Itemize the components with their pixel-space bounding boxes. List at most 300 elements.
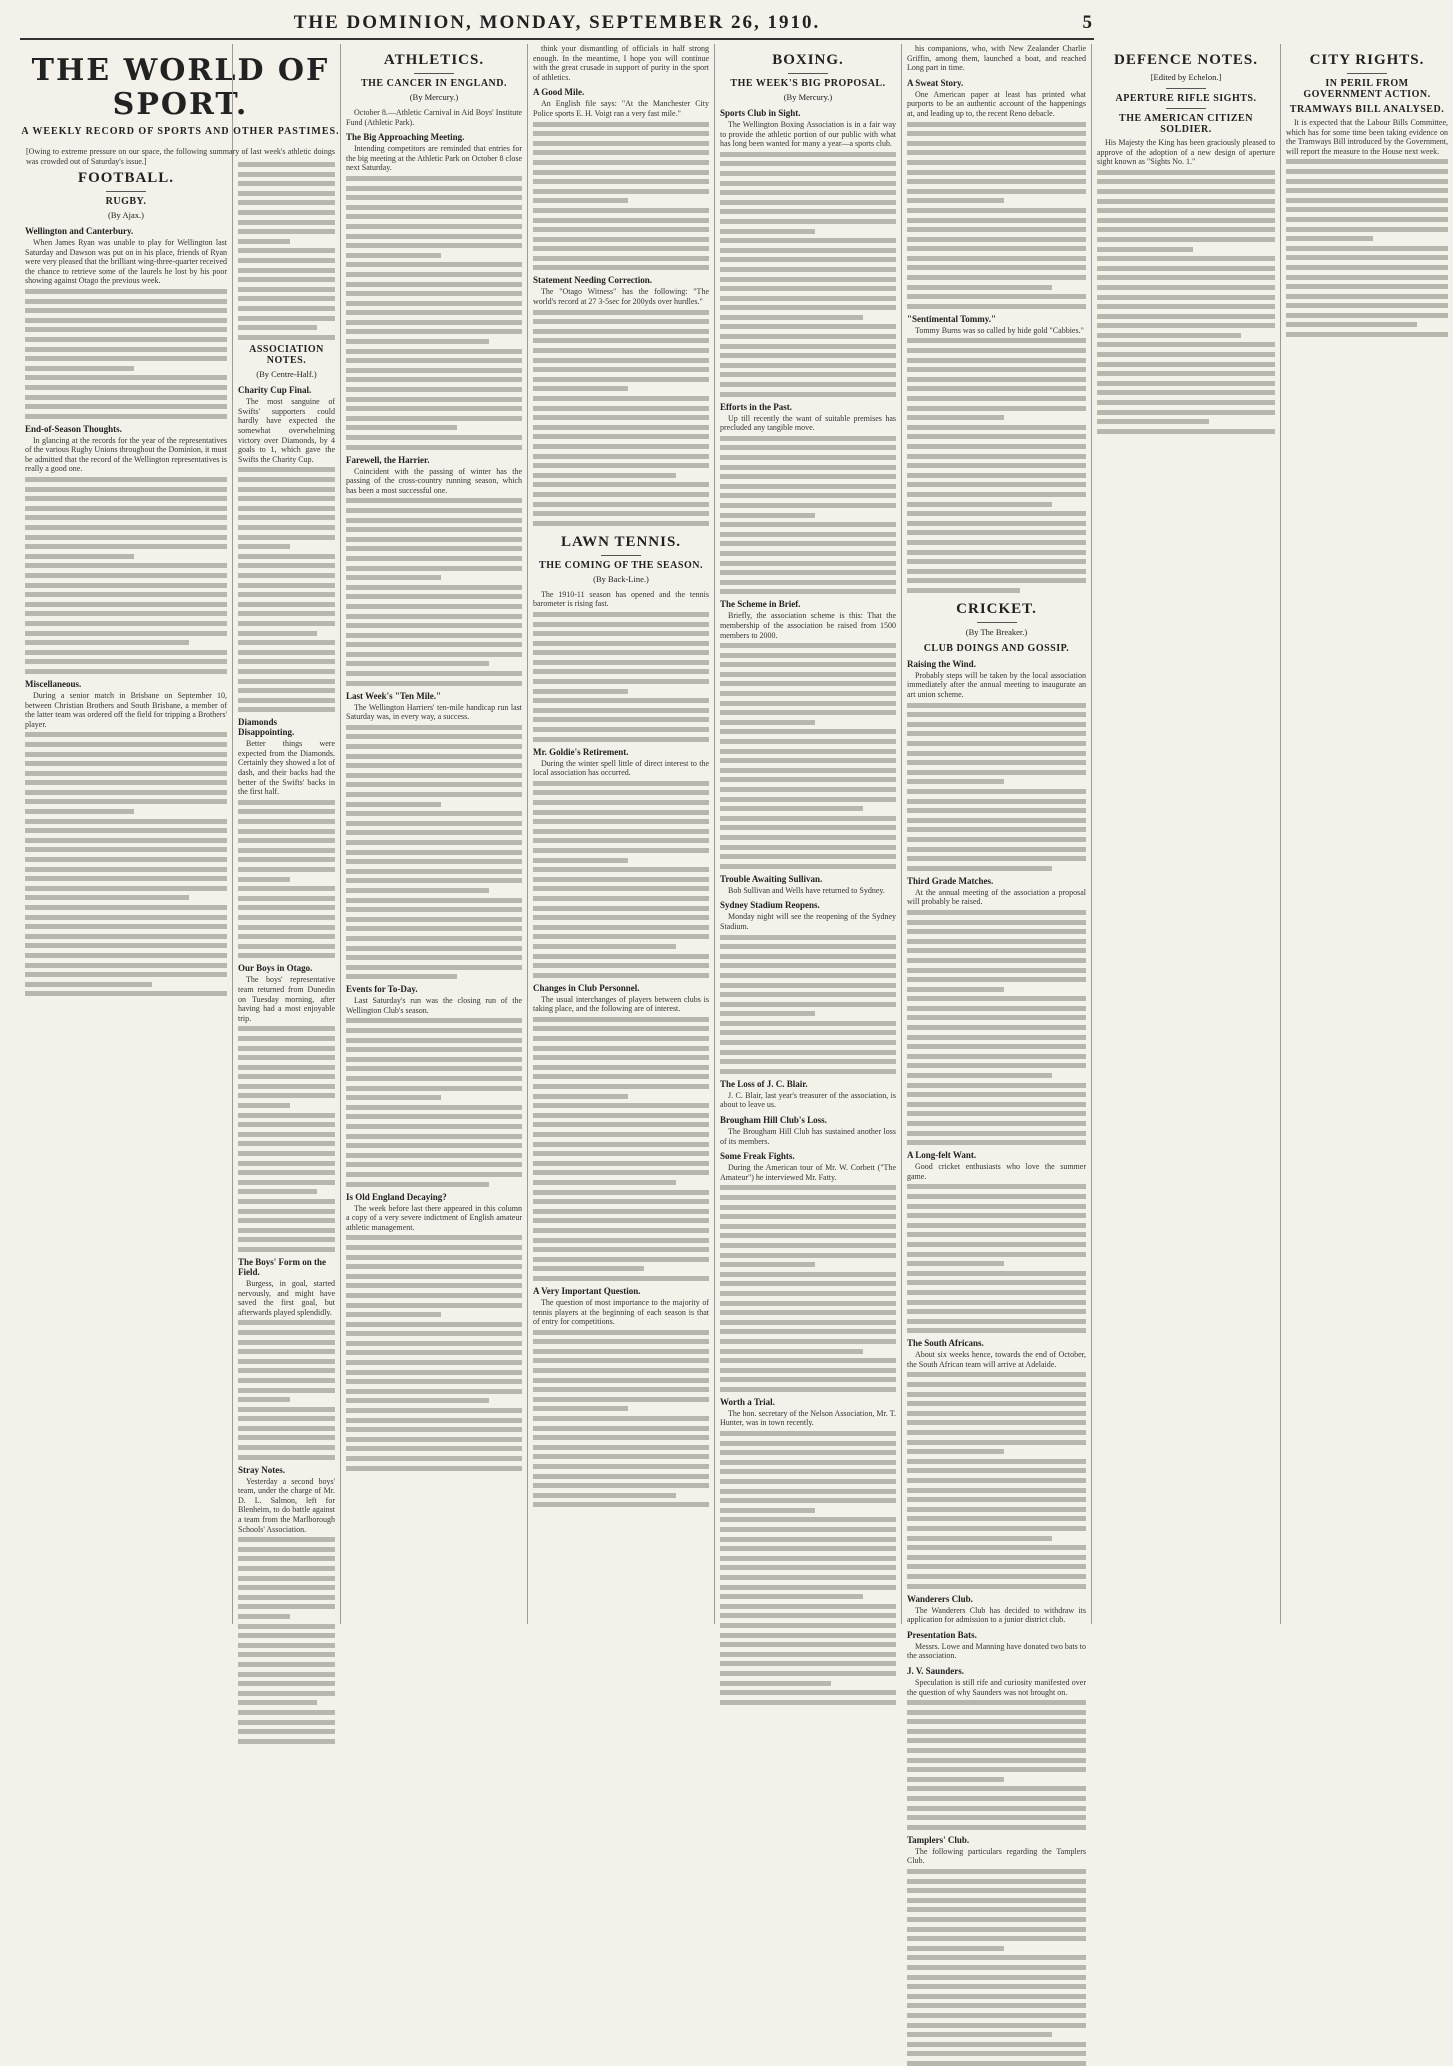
text-line xyxy=(1286,255,1448,260)
lawn-tennis-intro: The 1910-11 season has opened and the tennis barometer is rising fast. xyxy=(533,589,709,609)
text-line xyxy=(238,621,335,626)
text-line xyxy=(238,800,335,805)
section-text: Good cricket enthusiasts who love the summer game. xyxy=(907,1162,1086,1181)
text-line xyxy=(346,387,522,392)
section-head: The Boys' Form on the Field. xyxy=(238,1256,327,1277)
section-text: An English file says: "At the Manchester City Police sports E. H. Voigt ran a very fast mile." xyxy=(533,99,709,118)
text-line xyxy=(25,799,227,804)
text-line xyxy=(346,435,522,440)
text-line xyxy=(907,1536,1052,1541)
text-line xyxy=(720,1527,896,1532)
text-line xyxy=(533,1358,709,1363)
text-line xyxy=(238,1662,335,1667)
text-line xyxy=(720,729,896,734)
section-head: The South Africans. xyxy=(907,1338,984,1349)
boxing-byline: (By Mercury.) xyxy=(783,92,833,102)
text-line xyxy=(238,1065,335,1070)
text-line xyxy=(907,1888,1086,1893)
text-line xyxy=(1097,275,1275,280)
text-line xyxy=(533,915,709,920)
text-line xyxy=(533,641,709,646)
text-line xyxy=(533,1266,644,1271)
section-head: "Sentimental Tommy." xyxy=(907,313,997,324)
text-line xyxy=(346,406,522,411)
text-line xyxy=(238,1180,335,1185)
text-line xyxy=(533,1132,709,1137)
text-line xyxy=(720,1431,896,1436)
text-line xyxy=(720,161,896,166)
filler-text xyxy=(720,436,896,595)
text-line xyxy=(720,1565,896,1570)
text-line xyxy=(238,477,335,482)
filler-text xyxy=(720,643,896,869)
text-line xyxy=(238,1710,335,1715)
text-line xyxy=(1097,400,1275,405)
text-line xyxy=(720,1195,896,1200)
text-line xyxy=(907,2032,1052,2037)
text-line xyxy=(1097,314,1275,319)
text-line xyxy=(533,612,709,617)
text-line xyxy=(238,896,335,901)
text-line xyxy=(720,1030,896,1035)
text-line xyxy=(907,1411,1086,1416)
text-line xyxy=(238,1595,335,1600)
text-line xyxy=(533,511,709,516)
text-line xyxy=(346,498,522,503)
text-line xyxy=(720,672,896,677)
text-line xyxy=(533,1084,709,1089)
text-line xyxy=(907,1965,1086,1970)
text-line xyxy=(238,1700,317,1705)
section-head: Diamonds Disappointing. xyxy=(238,717,295,738)
text-line xyxy=(346,888,489,893)
text-line xyxy=(907,2061,1086,2066)
text-line xyxy=(25,602,227,607)
section-head: Tamplers' Club. xyxy=(907,1834,970,1845)
text-line xyxy=(346,955,522,960)
section-head: Sydney Stadium Reopens. xyxy=(720,900,820,911)
filler-text xyxy=(720,935,896,1074)
text-line xyxy=(346,1398,489,1403)
text-line xyxy=(533,1349,709,1354)
text-line xyxy=(533,1339,709,1344)
text-line xyxy=(346,1095,441,1100)
text-line xyxy=(907,1035,1086,1040)
text-line xyxy=(720,1700,896,1705)
filler-text xyxy=(907,122,1086,309)
filler-text xyxy=(533,122,709,271)
text-line xyxy=(720,1224,896,1229)
text-line xyxy=(1286,217,1448,222)
text-line xyxy=(25,915,227,920)
text-line xyxy=(907,1194,1086,1199)
text-line xyxy=(720,324,896,329)
text-line xyxy=(533,150,709,155)
text-line xyxy=(238,1228,335,1233)
text-line xyxy=(238,316,335,321)
text-line xyxy=(346,1283,522,1288)
text-line xyxy=(533,1209,709,1214)
text-line xyxy=(238,640,335,645)
text-line xyxy=(238,239,290,244)
text-line xyxy=(533,727,709,732)
text-line xyxy=(346,623,522,628)
text-line xyxy=(720,382,896,387)
filler-text xyxy=(25,732,227,996)
text-line xyxy=(238,325,317,330)
text-line xyxy=(907,910,1086,915)
text-line xyxy=(907,1927,1086,1932)
text-line xyxy=(720,200,896,205)
text-line xyxy=(25,375,227,380)
text-line xyxy=(1097,218,1275,223)
text-line xyxy=(907,1806,1086,1811)
text-line xyxy=(346,821,522,826)
section-head: Trouble Awaiting Sullivan. xyxy=(720,873,823,884)
text-line xyxy=(533,925,709,930)
text-line xyxy=(907,1309,1086,1314)
text-line xyxy=(907,1936,1086,1941)
text-line xyxy=(533,1238,709,1243)
filler-text xyxy=(907,1184,1086,1333)
text-line xyxy=(25,573,227,578)
text-line xyxy=(346,811,522,816)
filler-text xyxy=(346,725,522,979)
section-text: Burgess, in goal, started nervously, and might have saved the first goal, but afterwards played splendidly. xyxy=(238,1278,335,1317)
text-line xyxy=(346,946,522,951)
text-line xyxy=(346,1086,522,1091)
text-line xyxy=(238,1084,335,1089)
text-line xyxy=(720,1358,896,1363)
text-line xyxy=(346,1076,522,1081)
section-text: The most sanguine of Swifts' supporters could hardly have expected the somewhat overwhelming victory over Diamonds, by 4 goals to 1, which gave the Swifts the Charity Cup. xyxy=(238,397,335,464)
text-line xyxy=(533,848,709,853)
text-line xyxy=(346,671,522,676)
text-line xyxy=(1097,189,1275,194)
text-line xyxy=(533,1026,709,1031)
text-line xyxy=(907,1073,1052,1078)
text-line xyxy=(238,1340,335,1345)
lawn-tennis-subtitle: THE COMING OF THE SEASON. xyxy=(539,559,703,571)
text-line xyxy=(25,905,227,910)
text-line xyxy=(25,347,227,352)
text-line xyxy=(346,773,522,778)
text-line xyxy=(720,1281,896,1286)
text-line xyxy=(720,1310,896,1315)
text-line xyxy=(346,1274,522,1279)
text-line xyxy=(533,1257,709,1262)
text-line xyxy=(720,662,896,667)
text-line xyxy=(1286,332,1448,337)
section-text: During a senior match in Brisbane on September 10, between Christian Brothers and South Brisbane, a member of the latter team was ordered off the field for tripping a Brothers' player. xyxy=(25,690,227,729)
text-line xyxy=(346,272,522,277)
section-text: The Wellington Harriers' ten-mile handicap run last Saturday was, in every way, a success. xyxy=(346,702,522,722)
text-line xyxy=(25,828,227,833)
text-line xyxy=(720,1368,896,1373)
section-text: During the winter spell little of direct interest to the local association has occurred. xyxy=(533,758,709,778)
text-line xyxy=(1097,208,1275,213)
text-line xyxy=(533,877,709,882)
text-line xyxy=(720,768,896,773)
text-line xyxy=(907,1102,1086,1107)
text-line xyxy=(25,847,227,852)
section-head: Our Boys in Otago. xyxy=(238,963,313,974)
text-line xyxy=(720,392,896,397)
text-line xyxy=(238,1547,335,1552)
text-line xyxy=(907,1545,1086,1550)
text-line xyxy=(907,377,1086,382)
text-line xyxy=(25,809,134,814)
text-line xyxy=(533,415,709,420)
text-line xyxy=(907,511,1086,516)
text-line xyxy=(907,1564,1086,1569)
section-text: Last Saturday's run was the closing run of the Wellington Club's season. xyxy=(346,996,522,1015)
section-head: Worth a Trial. xyxy=(720,1396,775,1407)
text-line xyxy=(238,886,335,891)
text-line xyxy=(346,850,522,855)
filler-text xyxy=(533,781,709,978)
text-line xyxy=(907,463,1086,468)
text-line xyxy=(907,550,1086,555)
text-line xyxy=(720,190,896,195)
text-line xyxy=(238,1141,335,1146)
section-text: About six weeks hence, towards the end of October, the South African team will arrive at Adelaide. xyxy=(907,1350,1086,1369)
football-byline: (By Ajax.) xyxy=(108,210,144,220)
text-line xyxy=(720,1205,896,1210)
column-boxing xyxy=(715,44,902,1624)
columns xyxy=(20,44,1448,1866)
section-text: One American paper at least has printed what purports to be an authentic account of the happenings at, and leading up to, the recent Reno debacle. xyxy=(907,89,1086,118)
text-line xyxy=(346,1105,522,1110)
text-line xyxy=(238,1093,335,1098)
column-tennis xyxy=(528,44,715,1624)
text-line xyxy=(720,445,896,450)
text-line xyxy=(1097,352,1275,357)
text-line xyxy=(533,122,709,127)
text-line xyxy=(25,366,134,371)
text-line xyxy=(907,1328,1086,1333)
text-line xyxy=(720,1050,896,1055)
text-line xyxy=(25,742,227,747)
text-line xyxy=(907,434,1086,439)
text-line xyxy=(238,515,335,520)
text-line xyxy=(238,659,335,664)
section-text: Briefly, the association scheme is this: That the membership of the association be raised from 1500 members to 2000. xyxy=(720,611,896,640)
text-line xyxy=(907,1319,1086,1324)
text-line xyxy=(720,1681,831,1686)
text-line xyxy=(907,1044,1086,1049)
text-line xyxy=(720,219,896,224)
text-line xyxy=(238,1455,335,1460)
text-line xyxy=(907,1507,1086,1512)
text-line xyxy=(238,669,335,674)
section-head: Sports Club in Sight. xyxy=(720,108,801,118)
section-head: Changes in Club Personnel. xyxy=(533,982,640,993)
text-line xyxy=(238,925,335,930)
text-line xyxy=(25,611,227,616)
text-line xyxy=(907,1223,1086,1228)
text-line xyxy=(25,318,227,323)
text-line xyxy=(346,830,522,835)
text-line xyxy=(346,878,522,883)
filler-text xyxy=(346,176,522,450)
text-line xyxy=(1097,410,1275,415)
text-line xyxy=(238,467,335,472)
text-line xyxy=(238,819,335,824)
text-line xyxy=(346,1331,522,1336)
text-line xyxy=(238,602,335,607)
text-line xyxy=(720,758,896,763)
text-line xyxy=(25,895,189,900)
text-line xyxy=(238,287,335,292)
text-line xyxy=(907,2003,1086,2008)
athletics-byline: (By Mercury.) xyxy=(409,92,459,102)
text-line xyxy=(238,1566,335,1571)
text-line xyxy=(1097,371,1275,376)
text-line xyxy=(533,698,709,703)
text-line xyxy=(346,1446,522,1451)
text-line xyxy=(907,1420,1086,1425)
text-line xyxy=(238,306,335,311)
text-line xyxy=(533,717,709,722)
section-head: Statement Needing Correction. xyxy=(533,275,653,286)
text-line xyxy=(720,1329,896,1334)
text-line xyxy=(1097,256,1275,261)
text-line xyxy=(720,1069,896,1074)
text-line xyxy=(238,229,335,234)
boxing-cont-text: his companions, who, with New Zealander Charlie Griffin, among them, launched a boat, and reached Long part in time. xyxy=(907,44,1086,73)
text-line xyxy=(238,1349,335,1354)
text-line xyxy=(1097,362,1275,367)
association-byline: (By Centre-Half.) xyxy=(256,369,317,380)
text-line xyxy=(238,554,335,559)
text-line xyxy=(25,732,227,737)
text-line xyxy=(533,310,709,315)
section-head: End-of-Season Thoughts. xyxy=(25,423,122,434)
text-line xyxy=(346,1350,522,1355)
text-line xyxy=(238,1435,335,1440)
text-line xyxy=(720,1040,896,1045)
text-line xyxy=(533,1493,676,1498)
text-line xyxy=(907,1232,1086,1237)
text-line xyxy=(907,827,1086,832)
text-line xyxy=(25,963,227,968)
text-line xyxy=(907,1111,1086,1116)
text-line xyxy=(1097,266,1275,271)
text-line xyxy=(346,1303,522,1308)
text-line xyxy=(907,1786,1086,1791)
text-line xyxy=(907,198,1004,203)
filler-text xyxy=(907,338,1086,592)
text-line xyxy=(238,1103,290,1108)
cricket-byline: (By The Breaker.) xyxy=(965,626,1028,637)
text-line xyxy=(1286,169,1448,174)
text-line xyxy=(907,367,1086,372)
filler-text xyxy=(25,289,227,419)
text-line xyxy=(720,580,896,585)
filler-text xyxy=(533,612,709,742)
text-line xyxy=(720,1661,896,1666)
text-line xyxy=(720,353,896,358)
text-line xyxy=(907,1213,1086,1218)
filler-text xyxy=(238,162,335,340)
text-line xyxy=(720,1652,896,1657)
text-line xyxy=(25,876,227,881)
text-line xyxy=(1286,275,1448,280)
text-line xyxy=(720,1633,896,1638)
text-line xyxy=(907,275,1086,280)
text-line xyxy=(533,1036,709,1041)
text-line xyxy=(346,1066,522,1071)
section-head: Charity Cup Final. xyxy=(238,385,312,396)
text-line xyxy=(346,1360,522,1365)
text-line xyxy=(720,935,896,940)
text-line xyxy=(720,1556,896,1561)
text-line xyxy=(533,1464,709,1469)
text-line xyxy=(238,631,317,636)
filler-text xyxy=(238,800,335,959)
text-line xyxy=(720,532,896,537)
cricket-title: CRICKET. xyxy=(956,600,1037,617)
text-line xyxy=(533,810,709,815)
athletics-title: ATHLETICS. xyxy=(383,52,485,68)
text-line xyxy=(238,707,335,712)
text-line xyxy=(907,256,1086,261)
filler-text xyxy=(346,1018,522,1186)
text-line xyxy=(533,189,709,194)
text-line xyxy=(346,965,522,970)
text-line xyxy=(346,1379,522,1384)
text-line xyxy=(907,731,1086,736)
text-line xyxy=(346,262,522,267)
section-text: Probably steps will be taken by the local association immediately after the annual meeting to inaugurate an art union scheme. xyxy=(907,670,1086,700)
text-line xyxy=(238,915,335,920)
text-line xyxy=(533,1170,709,1175)
filler-text xyxy=(238,1537,335,1743)
section-text: The boys' representative team returned from Dunedin on Tuesday morning, after having had a most enjoyable trip. xyxy=(238,975,335,1023)
text-line xyxy=(907,866,1052,871)
text-line xyxy=(25,771,227,776)
text-line xyxy=(238,679,335,684)
text-line xyxy=(907,789,1086,794)
association-title: ASSOCIATION NOTES. xyxy=(249,344,324,367)
filler-text xyxy=(346,498,522,685)
text-line xyxy=(238,1729,335,1734)
text-line xyxy=(720,248,896,253)
text-line xyxy=(238,248,335,253)
text-line xyxy=(907,1242,1086,1247)
text-line xyxy=(907,779,1004,784)
text-line xyxy=(720,1272,896,1277)
section-text: In glancing at the records for the year of the representatives of the various Rugby Unions throughout the Dominion, it must be admitted that the record of the Wellington representatives is really a good one. xyxy=(25,435,227,474)
section-head: J. V. Saunders. xyxy=(907,1665,964,1676)
text-line xyxy=(907,712,1086,717)
text-line xyxy=(533,521,709,526)
filler-text xyxy=(907,1372,1086,1588)
text-line xyxy=(238,1237,335,1242)
text-line xyxy=(25,982,152,987)
text-line xyxy=(533,237,709,242)
text-line xyxy=(346,936,522,941)
filler-text xyxy=(907,1869,1086,2066)
text-line xyxy=(720,1613,896,1618)
text-line xyxy=(346,604,522,609)
text-line xyxy=(238,1576,335,1581)
text-line xyxy=(907,1984,1086,1989)
cricket-subtitle: CLUB DOINGS AND GOSSIP. xyxy=(923,642,1070,654)
text-line xyxy=(1097,170,1275,175)
text-line xyxy=(907,1488,1086,1493)
